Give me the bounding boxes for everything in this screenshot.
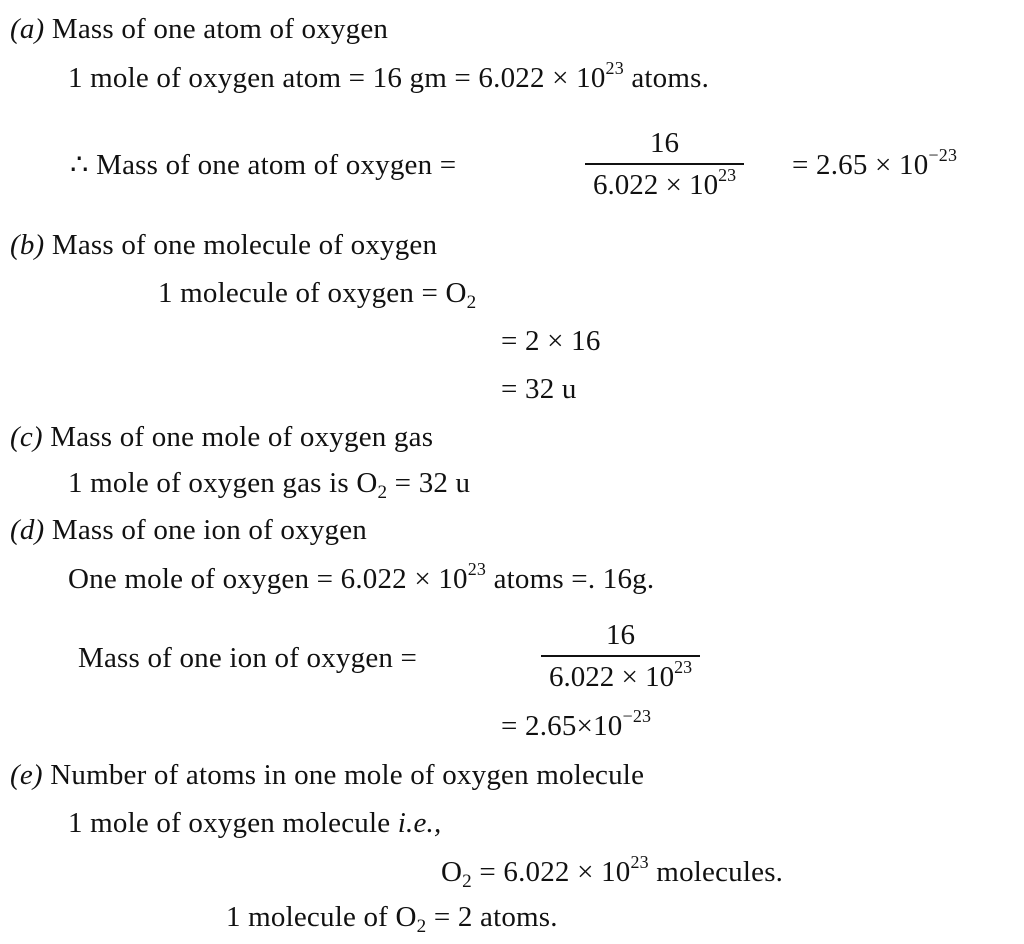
part-b-line3: = 32 u [501, 373, 577, 405]
part-a-label: (a) [10, 13, 45, 45]
part-e-line1 [68, 806, 441, 840]
part-a-result: = 2.65 × 10 [792, 149, 929, 181]
part-e-line3-subscript: 2 [416, 916, 427, 938]
part-e-line1-ie: i.e., [397, 807, 442, 839]
part-b-heading [10, 228, 437, 262]
part-a-result-exponent: −23 [928, 145, 958, 166]
part-a-line2-lhs: ∴ Mass of one atom of oxygen = [70, 149, 457, 181]
part-d-line3 [501, 706, 652, 743]
part-c-title: Mass of one mole of oxygen gas [50, 421, 434, 453]
part-d-fraction [541, 618, 700, 694]
part-b-label: (b) [10, 229, 45, 261]
part-e-line3 [226, 900, 558, 938]
part-c-line1-tail: = 32 u [387, 467, 471, 499]
part-a-line2-rhs [792, 145, 958, 182]
part-e-line2-mid: = 6.022 × 10 [471, 856, 631, 888]
part-a-fraction-numerator: 16 [650, 127, 680, 159]
part-d-line1-text: One mole of oxygen = 6.022 × 10 [68, 563, 468, 595]
part-b-line1 [158, 276, 477, 314]
part-d-heading [10, 513, 367, 547]
part-e-label: (e) [10, 759, 43, 791]
part-e-line2-tail: molecules. [648, 856, 784, 888]
part-a-line1-text: 1 mole of oxygen atom = 16 gm = 6.022 × 10 [68, 62, 606, 94]
part-e-line2-text: O [441, 856, 463, 888]
part-b-line1-subscript: 2 [466, 292, 477, 314]
part-a-line1 [68, 58, 710, 95]
part-a-line1-exponent: 23 [605, 58, 624, 79]
part-d-title: Mass of one ion of oxygen [51, 514, 367, 546]
part-a-line1-tail: atoms. [623, 62, 710, 94]
part-e-title: Number of atoms in one mole of oxygen molecule [50, 759, 645, 791]
part-b-title: Mass of one molecule of oxygen [51, 229, 438, 261]
part-d-line1-tail: atoms =. 16g. [486, 563, 655, 595]
part-d-label: (d) [10, 514, 45, 546]
part-d-result-exponent: −23 [622, 706, 652, 727]
part-b-line2: = 2 × 16 [501, 325, 601, 357]
part-d-den-base: 6.022 × 10 [549, 661, 675, 693]
part-c-line1 [68, 466, 471, 504]
part-b-line1-text: 1 molecule of oxygen = O [158, 277, 467, 309]
part-e-line2-subscript: 2 [462, 871, 472, 893]
part-d-line1 [68, 559, 655, 596]
part-e-line3-tail: = 2 atoms. [426, 901, 558, 933]
part-c-line1-subscript: 2 [377, 482, 388, 504]
part-d-line1-exponent: 23 [467, 559, 487, 580]
part-e-line3-text: 1 molecule of O [226, 901, 417, 933]
part-a-den-base: 6.022 × 10 [593, 169, 719, 201]
part-a-fraction [585, 126, 744, 202]
part-a-den-exponent: 23 [718, 165, 737, 186]
part-e-line2-exponent: 23 [630, 852, 649, 873]
part-c-line1-text: 1 mole of oxygen gas is O [68, 467, 378, 499]
part-e-line1-text: 1 mole of oxygen molecule [68, 807, 398, 839]
part-d-result: = 2.65×10 [501, 710, 623, 742]
part-e-heading [10, 758, 644, 792]
part-c-label: (c) [10, 421, 43, 453]
part-a-title: Mass of one atom of oxygen [51, 13, 389, 45]
part-a-heading [10, 12, 388, 46]
part-d-fraction-denominator [541, 657, 700, 694]
part-e-line2 [441, 852, 784, 893]
part-a-fraction-denominator [585, 165, 744, 202]
part-d-line2-lhs: Mass of one ion of oxygen = [78, 642, 418, 674]
part-d-fraction-numerator: 16 [606, 619, 636, 651]
part-d-den-exponent: 23 [674, 657, 693, 678]
part-c-heading [10, 420, 433, 454]
